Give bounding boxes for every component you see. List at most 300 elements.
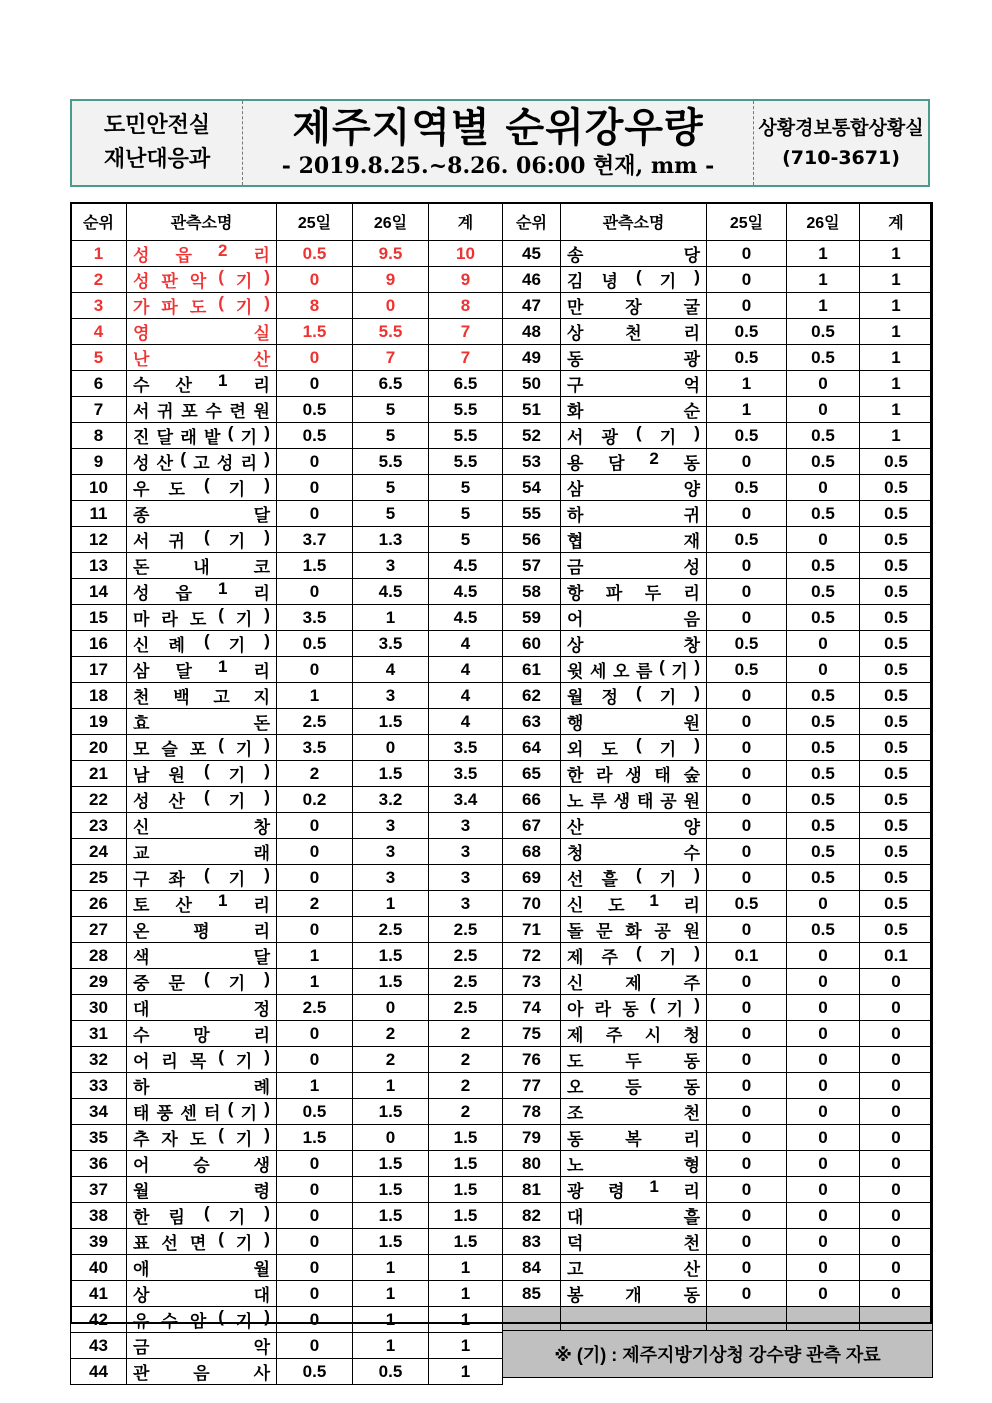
cell-station: [561, 1177, 707, 1203]
cell-day26: 1.5: [353, 1099, 429, 1125]
station-name: 아 라 동 ( 기 ): [567, 995, 700, 1019]
cell-day25: 0: [707, 293, 787, 319]
cell-day25: 0: [707, 917, 787, 943]
station-name: 조 천: [567, 1104, 700, 1123]
table-row: [503, 553, 933, 579]
cell-total: 5: [429, 475, 503, 501]
table-row: [503, 1281, 933, 1307]
cell-station: [127, 1073, 277, 1099]
cell-day25: 0.1: [707, 943, 787, 969]
station-name: 우 도 ( 기 ): [133, 475, 270, 499]
station-name: 난 산: [133, 350, 270, 369]
station-name: 용 담 2 동: [567, 449, 700, 473]
cell-day26: 0: [787, 943, 860, 969]
cell-total: 10: [429, 241, 503, 267]
cell-station: [127, 891, 277, 917]
cell-rank: 3: [71, 293, 127, 319]
cell-day25: 0.5: [277, 423, 353, 449]
table-row: [71, 1047, 503, 1073]
empty-cell: [860, 1307, 933, 1331]
cell-total: 1.5: [429, 1151, 503, 1177]
cell-day25: 2: [277, 761, 353, 787]
cell-total: 0: [860, 1125, 933, 1151]
cell-total: 1.5: [429, 1229, 503, 1255]
station-name: 성 읍 1 리: [133, 579, 270, 603]
cell-day26: 2: [353, 1047, 429, 1073]
cell-station: [127, 657, 277, 683]
table-row: [503, 1229, 933, 1255]
station-name: 노 루 생 태 공 원: [567, 792, 700, 811]
cell-day25: 1: [707, 371, 787, 397]
station-name: 진 달 래 밭 ( 기 ): [133, 423, 270, 447]
cell-day25: 0: [707, 1229, 787, 1255]
table-row: [71, 839, 503, 865]
cell-day26: 0.5: [787, 839, 860, 865]
empty-cell: [787, 1307, 860, 1331]
table-row: [503, 865, 933, 891]
cell-day26: 1.5: [353, 1151, 429, 1177]
cell-station: [127, 1125, 277, 1151]
cell-total: 1: [860, 423, 933, 449]
cell-day25: 0: [707, 1073, 787, 1099]
station-name: 제 주 시 청: [567, 1026, 700, 1045]
cell-total: 4.5: [429, 605, 503, 631]
cell-rank: 82: [503, 1203, 561, 1229]
cell-rank: 28: [71, 943, 127, 969]
cell-total: 0: [860, 1151, 933, 1177]
cell-rank: 71: [503, 917, 561, 943]
cell-total: 0.5: [860, 501, 933, 527]
cell-day26: 0: [787, 1047, 860, 1073]
cell-total: 3.5: [429, 761, 503, 787]
station-name: 수 망 리: [133, 1026, 270, 1045]
cell-total: 1.5: [429, 1177, 503, 1203]
cell-station: [561, 527, 707, 553]
cell-day25: 3.7: [277, 527, 353, 553]
cell-day25: 0: [707, 761, 787, 787]
cell-station: [561, 891, 707, 917]
cell-day26: 3.5: [353, 631, 429, 657]
table-row: [503, 813, 933, 839]
cell-day26: 3: [353, 553, 429, 579]
cell-rank: 33: [71, 1073, 127, 1099]
cell-total: 0: [860, 1203, 933, 1229]
cell-day26: 0: [787, 1021, 860, 1047]
table-row: [503, 761, 933, 787]
cell-rank: 63: [503, 709, 561, 735]
cell-day26: 3: [353, 839, 429, 865]
station-name: 광 령 1 리: [567, 1177, 700, 1201]
cell-day26: 1: [787, 293, 860, 319]
table-header-row: [71, 203, 503, 241]
station-name: 금 성: [567, 558, 700, 577]
cell-station: [127, 553, 277, 579]
table-row: [71, 579, 503, 605]
cell-total: 1: [429, 1333, 503, 1359]
table-row: [71, 657, 503, 683]
cell-day25: 0: [707, 605, 787, 631]
cell-total: 0: [860, 1021, 933, 1047]
station-name: 어 리 목 ( 기 ): [133, 1047, 270, 1071]
cell-day26: 1.5: [353, 1177, 429, 1203]
table-row: [503, 943, 933, 969]
cell-total: 9: [429, 267, 503, 293]
table-row: [503, 995, 933, 1021]
table-row: [503, 1177, 933, 1203]
cell-rank: 79: [503, 1125, 561, 1151]
cell-total: 1.5: [429, 1125, 503, 1151]
cell-station: [561, 1099, 707, 1125]
cell-day25: 0.5: [707, 657, 787, 683]
cell-total: 1: [860, 319, 933, 345]
cell-day26: 1: [353, 891, 429, 917]
station-name: 월 정 ( 기 ): [567, 683, 700, 707]
cell-station: [127, 397, 277, 423]
cell-total: 0: [860, 969, 933, 995]
table-row: [71, 891, 503, 917]
cell-station: [561, 267, 707, 293]
cell-day25: 0: [277, 501, 353, 527]
cell-day25: 1.5: [277, 1125, 353, 1151]
cell-day26: 0: [787, 891, 860, 917]
rainfall-table-right: [502, 202, 933, 1378]
cell-rank: 60: [503, 631, 561, 657]
cell-total: 2: [429, 1047, 503, 1073]
station-name: 유 수 암 ( 기 ): [133, 1307, 270, 1331]
cell-day26: 9.5: [353, 241, 429, 267]
cell-day25: 0: [277, 345, 353, 371]
cell-station: [561, 1021, 707, 1047]
cell-station: [127, 1359, 277, 1385]
cell-station: [127, 1229, 277, 1255]
station-name: 성 산 ( 고 성 리 ): [133, 449, 270, 473]
cell-rank: 53: [503, 449, 561, 475]
cell-rank: 73: [503, 969, 561, 995]
cell-total: 0.5: [860, 761, 933, 787]
cell-day26: 5: [353, 397, 429, 423]
cell-day26: 1: [353, 1281, 429, 1307]
cell-day26: 0: [787, 969, 860, 995]
cell-station: [127, 605, 277, 631]
cell-rank: 55: [503, 501, 561, 527]
station-name: 대 정: [133, 1000, 270, 1019]
cell-station: [127, 631, 277, 657]
cell-total: 0: [860, 995, 933, 1021]
station-name: 종 달: [133, 506, 270, 525]
cell-station: [127, 449, 277, 475]
cell-day25: 0: [707, 1151, 787, 1177]
cell-day26: 0.5: [787, 345, 860, 371]
department-box: [72, 101, 243, 185]
cell-day25: 1.5: [277, 319, 353, 345]
empty-cell: [707, 1307, 787, 1331]
cell-day26: 0: [787, 1229, 860, 1255]
cell-rank: 29: [71, 969, 127, 995]
cell-station: [561, 839, 707, 865]
cell-station: [127, 839, 277, 865]
cell-day26: 2.5: [353, 917, 429, 943]
cell-day26: 1.5: [353, 1229, 429, 1255]
cell-total: 0.5: [860, 735, 933, 761]
cell-day26: 0: [787, 1099, 860, 1125]
station-name: 마 라 도 ( 기 ): [133, 605, 270, 629]
cell-station: [561, 345, 707, 371]
cell-rank: 8: [71, 423, 127, 449]
cell-day25: 0.5: [277, 241, 353, 267]
page-subtitle: - 2019.8.25.~8.26. 06:00 현재, mm -: [281, 153, 715, 179]
station-name: 돌 문 화 공 원: [567, 922, 700, 941]
station-name: 온 평 리: [133, 922, 270, 941]
cell-day25: 0: [277, 267, 353, 293]
cell-day26: 0: [787, 1177, 860, 1203]
cell-total: 0.5: [860, 605, 933, 631]
table-row: [503, 423, 933, 449]
cell-station: [127, 917, 277, 943]
cell-rank: 67: [503, 813, 561, 839]
cell-station: [561, 423, 707, 449]
cell-total: 8: [429, 293, 503, 319]
station-name: 서 광 ( 기 ): [567, 423, 700, 447]
station-name: 금 악: [133, 1338, 270, 1357]
table-row: [503, 241, 933, 267]
cell-total: 1: [860, 241, 933, 267]
cell-total: 1.5: [429, 1203, 503, 1229]
cell-rank: 17: [71, 657, 127, 683]
cell-station: [127, 319, 277, 345]
cell-day26: 0: [787, 397, 860, 423]
station-name: 협 재: [567, 532, 700, 551]
cell-station: [127, 709, 277, 735]
cell-day25: 0: [707, 1125, 787, 1151]
cell-day26: 0: [353, 995, 429, 1021]
cell-day26: 5: [353, 475, 429, 501]
cell-day25: 1: [277, 969, 353, 995]
cell-day26: 0.5: [787, 787, 860, 813]
cell-day25: 0: [707, 501, 787, 527]
table-row: [71, 319, 503, 345]
col-day26-header: 26일: [787, 203, 860, 241]
cell-rank: 6: [71, 371, 127, 397]
cell-total: 3: [429, 865, 503, 891]
col-day26-header: 26일: [353, 203, 429, 241]
cell-rank: 12: [71, 527, 127, 553]
cell-day26: 4: [353, 657, 429, 683]
cell-total: 0.5: [860, 891, 933, 917]
cell-total: 5.5: [429, 449, 503, 475]
station-name: 한 림 ( 기 ): [133, 1203, 270, 1227]
cell-total: 0.5: [860, 449, 933, 475]
cell-day25: 0: [707, 865, 787, 891]
cell-total: 0.5: [860, 631, 933, 657]
office-phone: (710-3671): [782, 147, 900, 169]
table-row: [503, 631, 933, 657]
station-name: 표 선 면 ( 기 ): [133, 1229, 270, 1253]
cell-station: [127, 527, 277, 553]
cell-day26: 0.5: [787, 735, 860, 761]
table-row: [503, 1255, 933, 1281]
cell-station: [127, 1333, 277, 1359]
cell-day26: 0.5: [787, 319, 860, 345]
station-name: 송 당: [567, 246, 700, 265]
cell-total: 4.5: [429, 579, 503, 605]
cell-total: 5.5: [429, 423, 503, 449]
cell-day25: 0: [707, 995, 787, 1021]
station-name: 서 귀 ( 기 ): [133, 527, 270, 551]
page-title: 제주지역별 순위강우량: [292, 105, 704, 151]
cell-day25: 0: [277, 371, 353, 397]
table-row: [71, 423, 503, 449]
cell-total: 1: [860, 345, 933, 371]
cell-rank: 44: [71, 1359, 127, 1385]
cell-day25: 3.5: [277, 735, 353, 761]
cell-station: [127, 1203, 277, 1229]
cell-rank: 78: [503, 1099, 561, 1125]
station-name: 구 억: [567, 376, 700, 395]
cell-day25: 0: [277, 449, 353, 475]
cell-day25: 0.5: [277, 1359, 353, 1385]
cell-day26: 1.5: [353, 943, 429, 969]
cell-day25: 0: [277, 1021, 353, 1047]
cell-station: [561, 605, 707, 631]
table-row: [71, 1229, 503, 1255]
table-row: [503, 267, 933, 293]
cell-station: [127, 943, 277, 969]
col-station-header: 관측소명: [561, 203, 707, 241]
cell-rank: 61: [503, 657, 561, 683]
table-row: [503, 1099, 933, 1125]
cell-total: 0: [860, 1047, 933, 1073]
table-row: [71, 1073, 503, 1099]
cell-station: [127, 345, 277, 371]
station-name: 화 순: [567, 402, 700, 421]
footnote-row: [503, 1331, 933, 1378]
cell-total: 7: [429, 319, 503, 345]
cell-station: [561, 761, 707, 787]
cell-rank: 1: [71, 241, 127, 267]
cell-station: [127, 475, 277, 501]
cell-rank: 23: [71, 813, 127, 839]
cell-day26: 0: [787, 475, 860, 501]
cell-rank: 24: [71, 839, 127, 865]
cell-total: 4.5: [429, 553, 503, 579]
table-row: [71, 943, 503, 969]
cell-rank: 10: [71, 475, 127, 501]
cell-day25: 1: [707, 397, 787, 423]
cell-rank: 4: [71, 319, 127, 345]
station-name: 태 풍 센 터 ( 기 ): [133, 1099, 270, 1123]
table-row: [503, 709, 933, 735]
cell-station: [561, 1203, 707, 1229]
cell-station: [127, 423, 277, 449]
cell-rank: 37: [71, 1177, 127, 1203]
table-row: [71, 397, 503, 423]
cell-day26: 0.5: [787, 865, 860, 891]
table-row: [71, 787, 503, 813]
station-name: 성 읍 2 리: [133, 241, 270, 265]
cell-total: 2: [429, 1073, 503, 1099]
cell-rank: 42: [71, 1307, 127, 1333]
cell-rank: 65: [503, 761, 561, 787]
table-row: [503, 371, 933, 397]
cell-day25: 0: [707, 1281, 787, 1307]
cell-day26: 0.5: [787, 683, 860, 709]
cell-rank: 26: [71, 891, 127, 917]
cell-station: [127, 787, 277, 813]
table-row: [71, 1177, 503, 1203]
department-line-1: 도민안전실: [103, 113, 211, 138]
station-name: 돈 내 코: [133, 558, 270, 577]
cell-rank: 47: [503, 293, 561, 319]
station-name: 색 달: [133, 948, 270, 967]
station-name: 관 음 사: [133, 1364, 270, 1383]
station-name: 추 자 도 ( 기 ): [133, 1125, 270, 1149]
table-row: [71, 995, 503, 1021]
contact-box: [754, 101, 928, 185]
station-name: 삼 양: [567, 480, 700, 499]
station-name: 제 주 ( 기 ): [567, 943, 700, 967]
cell-total: 7: [429, 345, 503, 371]
cell-day26: 1: [787, 267, 860, 293]
cell-rank: 25: [71, 865, 127, 891]
cell-rank: 45: [503, 241, 561, 267]
cell-station: [561, 293, 707, 319]
cell-total: 3: [429, 891, 503, 917]
cell-rank: 16: [71, 631, 127, 657]
table-row: [71, 917, 503, 943]
table-row: [503, 605, 933, 631]
department-line-2: 재난대응과: [103, 147, 211, 172]
cell-day25: 0: [707, 553, 787, 579]
cell-day26: 0.5: [787, 449, 860, 475]
cell-rank: 39: [71, 1229, 127, 1255]
cell-station: [127, 371, 277, 397]
table-row: [71, 241, 503, 267]
cell-day25: 0: [277, 917, 353, 943]
station-name: 삼 달 1 리: [133, 657, 270, 681]
cell-station: [561, 1125, 707, 1151]
cell-total: 4: [429, 709, 503, 735]
cell-day25: 0: [277, 865, 353, 891]
cell-total: 4: [429, 631, 503, 657]
cell-rank: 64: [503, 735, 561, 761]
blank-row: [503, 1307, 933, 1331]
station-name: 어 음: [567, 610, 700, 629]
cell-rank: 74: [503, 995, 561, 1021]
cell-rank: 58: [503, 579, 561, 605]
table-row: [503, 1073, 933, 1099]
cell-day26: 0: [787, 371, 860, 397]
cell-day25: 2: [277, 891, 353, 917]
cell-rank: 76: [503, 1047, 561, 1073]
station-name: 서 귀 포 수 련 원: [133, 402, 270, 421]
cell-rank: 51: [503, 397, 561, 423]
table-row: [71, 1359, 503, 1385]
col-day25-header: 25일: [277, 203, 353, 241]
cell-rank: 21: [71, 761, 127, 787]
cell-rank: 72: [503, 943, 561, 969]
station-name: 오 등 동: [567, 1078, 700, 1097]
cell-day25: 0: [707, 683, 787, 709]
cell-station: [561, 475, 707, 501]
station-name: 효 돈: [133, 714, 270, 733]
footnote: ※ (기) : 제주지방기상청 강수량 관측 자료: [503, 1331, 933, 1378]
col-day25-header: 25일: [707, 203, 787, 241]
cell-station: [561, 371, 707, 397]
cell-total: 0.5: [860, 683, 933, 709]
cell-day26: 1: [353, 1333, 429, 1359]
table-row: [503, 683, 933, 709]
col-rank-header: 순위: [503, 203, 561, 241]
